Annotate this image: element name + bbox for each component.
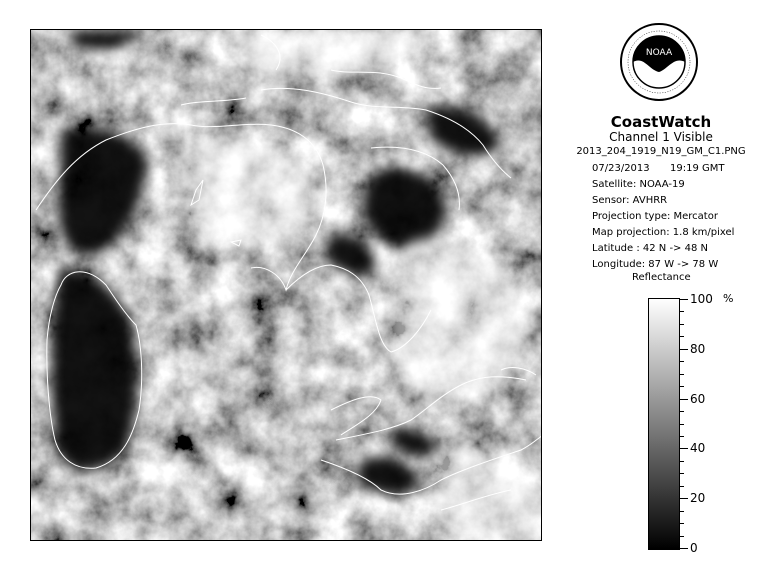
projection-type-label: Projection type: Mercator (592, 211, 718, 222)
colorbar-minor-tick (680, 299, 688, 300)
reflectance-colorbar (648, 298, 680, 550)
legend-title: Reflectance (632, 272, 691, 283)
colorbar-tick-label: 80 (690, 341, 706, 356)
colorbar-tick-label: 20 (690, 491, 706, 506)
colorbar-minor-tick (680, 523, 684, 524)
colorbar-minor-tick (680, 361, 684, 362)
legend-unit: % (723, 292, 734, 305)
colorbar-minor-tick (680, 448, 688, 449)
file-name: 2013_204_1919_N19_GM_C1.PNG (576, 146, 746, 157)
colorbar-minor-tick (680, 349, 688, 350)
acquisition-time: 19:19 GMT (670, 163, 725, 174)
sensor-label: Sensor: AVHRR (592, 195, 668, 206)
brand-title: CoastWatch (610, 113, 712, 131)
channel-title: Channel 1 Visible (609, 130, 713, 144)
date-time-line (592, 163, 725, 174)
colorbar-tick-label: 100 (690, 292, 713, 306)
colorbar-tick-label: 40 (690, 441, 706, 456)
colorbar-minor-tick (680, 498, 688, 499)
logo-text: NOAA (645, 48, 673, 58)
colorbar-tick-label: 0 (690, 541, 698, 555)
colorbar-minor-tick (680, 336, 684, 337)
map-projection-label: Map projection: 1.8 km/pixel (592, 227, 735, 238)
acquisition-date: 07/23/2013 (592, 163, 650, 174)
colorbar-minor-tick (680, 436, 684, 437)
longitude-label: Longitude: 87 W -> 78 W (592, 259, 719, 270)
colorbar-tick-label: 60 (690, 391, 706, 406)
colorbar-minor-tick (680, 511, 684, 512)
colorbar-minor-tick (680, 473, 684, 474)
colorbar-minor-tick (680, 461, 684, 462)
map-graphic (31, 30, 542, 541)
satellite-label: Satellite: NOAA-19 (592, 179, 685, 190)
colorbar-minor-tick (680, 548, 688, 549)
colorbar-minor-tick (680, 486, 684, 487)
colorbar-minor-tick (680, 399, 688, 400)
colorbar-minor-tick (680, 386, 684, 387)
colorbar-minor-tick (680, 424, 684, 425)
latitude-label: Latitude : 42 N -> 48 N (592, 243, 708, 254)
noaa-emblem (619, 22, 699, 102)
colorbar-minor-tick (680, 324, 684, 325)
noaa-logo (619, 22, 699, 102)
colorbar-minor-tick (680, 536, 684, 537)
colorbar-minor-tick (680, 374, 684, 375)
colorbar-minor-tick (680, 311, 684, 312)
colorbar-minor-tick (680, 411, 684, 412)
satellite-image (30, 29, 542, 541)
